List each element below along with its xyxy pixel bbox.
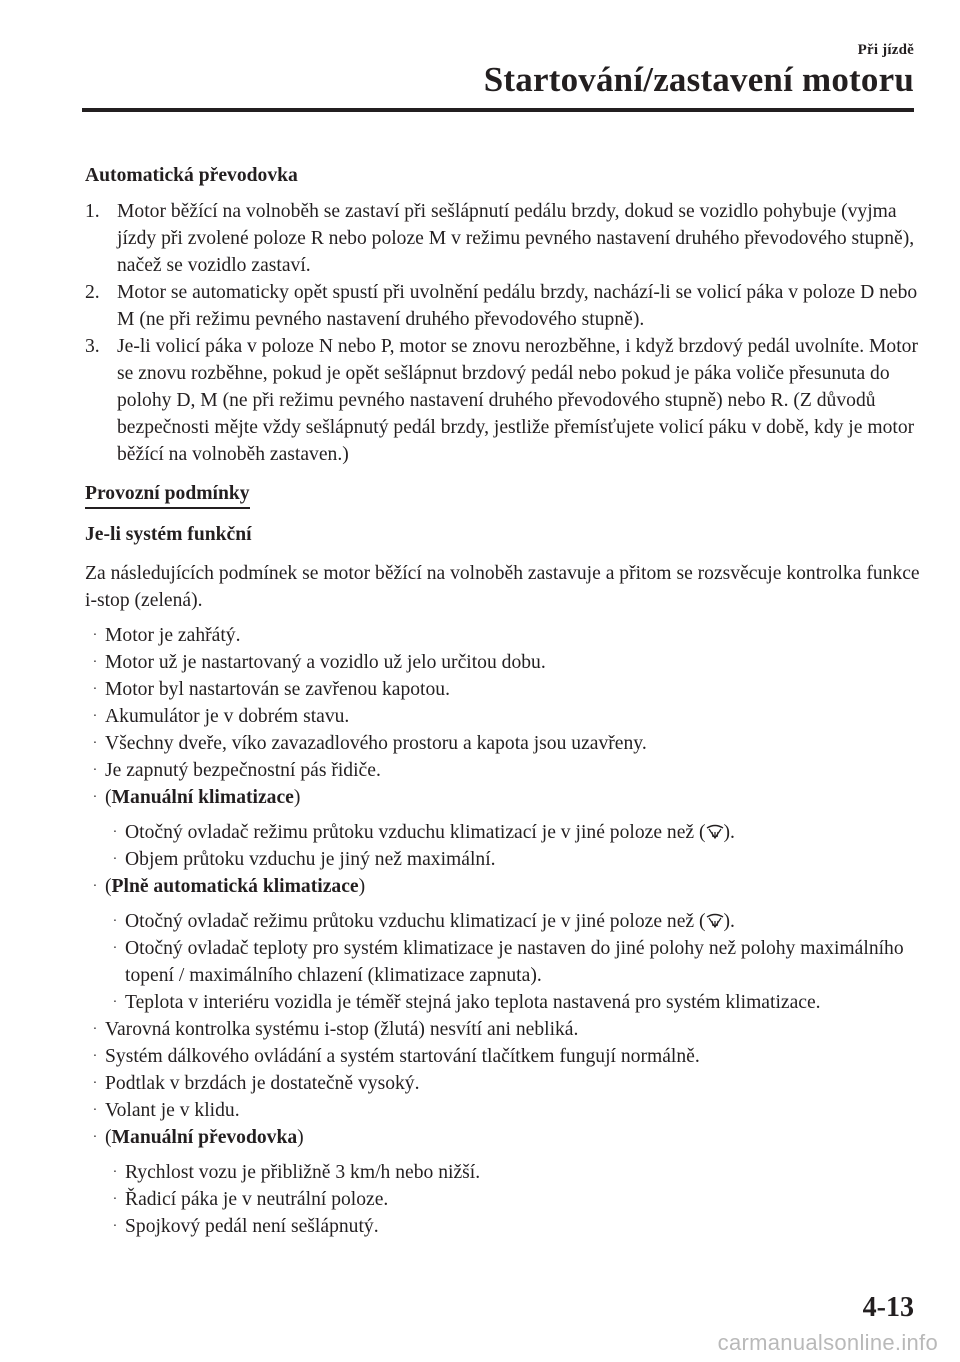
- bullet: ·: [112, 1165, 118, 1180]
- list-item: · Akumulátor je v dobrém stavu.: [85, 703, 920, 730]
- page-title: Startování/zastavení motoru: [483, 60, 914, 99]
- section-name: Při jízdě: [857, 42, 914, 58]
- list-item: · Rychlost vozu je přibližně 3 km/h nebo nižší.: [105, 1159, 920, 1186]
- bullet: ·: [112, 941, 118, 956]
- manual-ac-label: Manuální klimatizace: [111, 787, 294, 808]
- bullet: ·: [112, 1192, 118, 1207]
- list-item: · Spojkový pedál není sešlápnutý.: [105, 1213, 920, 1240]
- bullet: ·: [92, 682, 98, 697]
- numbered-item: [85, 279, 920, 333]
- windshield-defroster-icon: [706, 821, 724, 837]
- list-item: · Systém dálkového ovládání a systém startování tlačítkem fungují normálně.: [85, 1043, 920, 1070]
- manual-transmission-label: Manuální převodovka: [111, 1127, 298, 1148]
- windshield-defroster-icon: [706, 910, 724, 926]
- item-text: Je-li volicí páka v poloze N nebo P, motor se znovu nerozběhne, i když brzdový pedál uvolníte. Motor se znovu rozběhne, pokud je opět sešlápnut brzdový pedál nebo pokud je páka voliče přesunuta do polohy D, M (ne při režimu pevného nastavení druhého převodového stupně) nebo R. (Z důvodů bezpečnosti mějte vždy sešlápnutý pedál brzdy, jestliže přemísťujete volicí páku v době, kdy je motor běžící na volnoběh zastaven.): [117, 336, 918, 465]
- auto-ac-label: Plně automatická klimatizace: [111, 876, 359, 897]
- bullet: ·: [92, 1022, 98, 1037]
- list-item-manual-ac: · (Manuální klimatizace): [85, 784, 920, 811]
- numbered-item: [85, 198, 920, 279]
- bullet: ·: [92, 1130, 98, 1145]
- numbered-item: [85, 333, 920, 468]
- automatic-transmission-heading: Automatická převodovka: [85, 165, 298, 186]
- list-item: · Všechny dveře, víko zavazadlového prostoru a kapota jsou uzavřeny.: [85, 730, 920, 757]
- bullet: ·: [112, 1219, 118, 1234]
- header-rule: [82, 108, 914, 112]
- bullet: ·: [112, 852, 118, 867]
- item-number: 1.: [85, 201, 100, 222]
- item-text: Motor se automaticky opět spustí při uvolnění pedálu brzdy, nachází-li se volicí páka v poloze D nebo M (ne při režimu pevného nastavení druhého převodového stupně).: [117, 282, 918, 330]
- manual-transmission-sublist: [105, 1159, 920, 1240]
- bullet: ·: [92, 763, 98, 778]
- system-functional-heading: Je-li systém funkční: [85, 524, 252, 545]
- list-item: · Motor už je nastartovaný a vozidlo už jelo určitou dobu.: [85, 649, 920, 676]
- page-content: [85, 162, 920, 1240]
- bullet: ·: [112, 995, 118, 1010]
- numbered-list: [85, 198, 920, 468]
- list-item-auto-ac: · (Plně automatická klimatizace): [85, 873, 920, 900]
- bullet: ·: [92, 1076, 98, 1091]
- auto-ac-sublist: [105, 908, 920, 1016]
- bullet: ·: [92, 790, 98, 805]
- list-item: · Podtlak v brzdách je dostatečně vysoký.: [85, 1070, 920, 1097]
- operating-conditions-heading: Provozní podmínky: [85, 482, 250, 509]
- list-item: · Otočný ovladač teploty pro systém klimatizace je nastaven do jiné polohy než polohy maximálního topení / maximálního chlazení (klimatizace zapnuta).: [105, 935, 920, 989]
- item-number: 3.: [85, 336, 100, 357]
- item-number: 2.: [85, 282, 100, 303]
- list-item: · Objem průtoku vzduchu je jiný než maximální.: [105, 846, 920, 873]
- conditions-list: [85, 622, 920, 1240]
- list-item: · Volant je v klidu.: [85, 1097, 920, 1124]
- bullet: ·: [92, 709, 98, 724]
- bullet: ·: [112, 825, 118, 840]
- bullet: ·: [112, 914, 118, 929]
- bullet: ·: [92, 736, 98, 751]
- list-item-manual-transmission: · (Manuální převodovka): [85, 1124, 920, 1151]
- list-item: · Varovná kontrolka systému i-stop (žlutá) nesvítí ani nebliká.: [85, 1016, 920, 1043]
- bullet: ·: [92, 1103, 98, 1118]
- intro-paragraph: Za následujících podmínek se motor běžící na volnoběh zastavuje a přitom se rozsvěcuje kontrolka funkce i-stop (zelená).: [85, 563, 920, 611]
- bullet: ·: [92, 628, 98, 643]
- list-item: · Otočný ovladač režimu průtoku vzduchu klimatizací je v jiné poloze než ( ).: [105, 819, 920, 846]
- list-item: · Je zapnutý bezpečnostní pás řidiče.: [85, 757, 920, 784]
- list-item: · Teplota v interiéru vozidla je téměř stejná jako teplota nastavená pro systém klimatizace.: [105, 989, 920, 1016]
- manual-ac-sublist: [105, 819, 920, 873]
- bullet: ·: [92, 655, 98, 670]
- list-item: · Otočný ovladač režimu průtoku vzduchu klimatizací je v jiné poloze než ( ).: [105, 908, 920, 935]
- bullet: ·: [92, 879, 98, 894]
- bullet: ·: [92, 1049, 98, 1064]
- list-item: · Motor byl nastartován se zavřenou kapotou.: [85, 676, 920, 703]
- item-text: Motor běžící na volnoběh se zastaví při sešlápnutí pedálu brzdy, dokud se vozidlo pohybuje (vyjma jízdy při zvolené poloze R nebo poloze M v režimu pevného nastavení druhého převodového stupně), načež se vozidlo zastaví.: [117, 201, 915, 276]
- list-item: · Motor je zahřátý.: [85, 622, 920, 649]
- list-item: · Řadicí páka je v neutrální poloze.: [105, 1186, 920, 1213]
- page-number: 4-13: [862, 1292, 914, 1323]
- watermark: carmanualsonline.info: [717, 1330, 938, 1355]
